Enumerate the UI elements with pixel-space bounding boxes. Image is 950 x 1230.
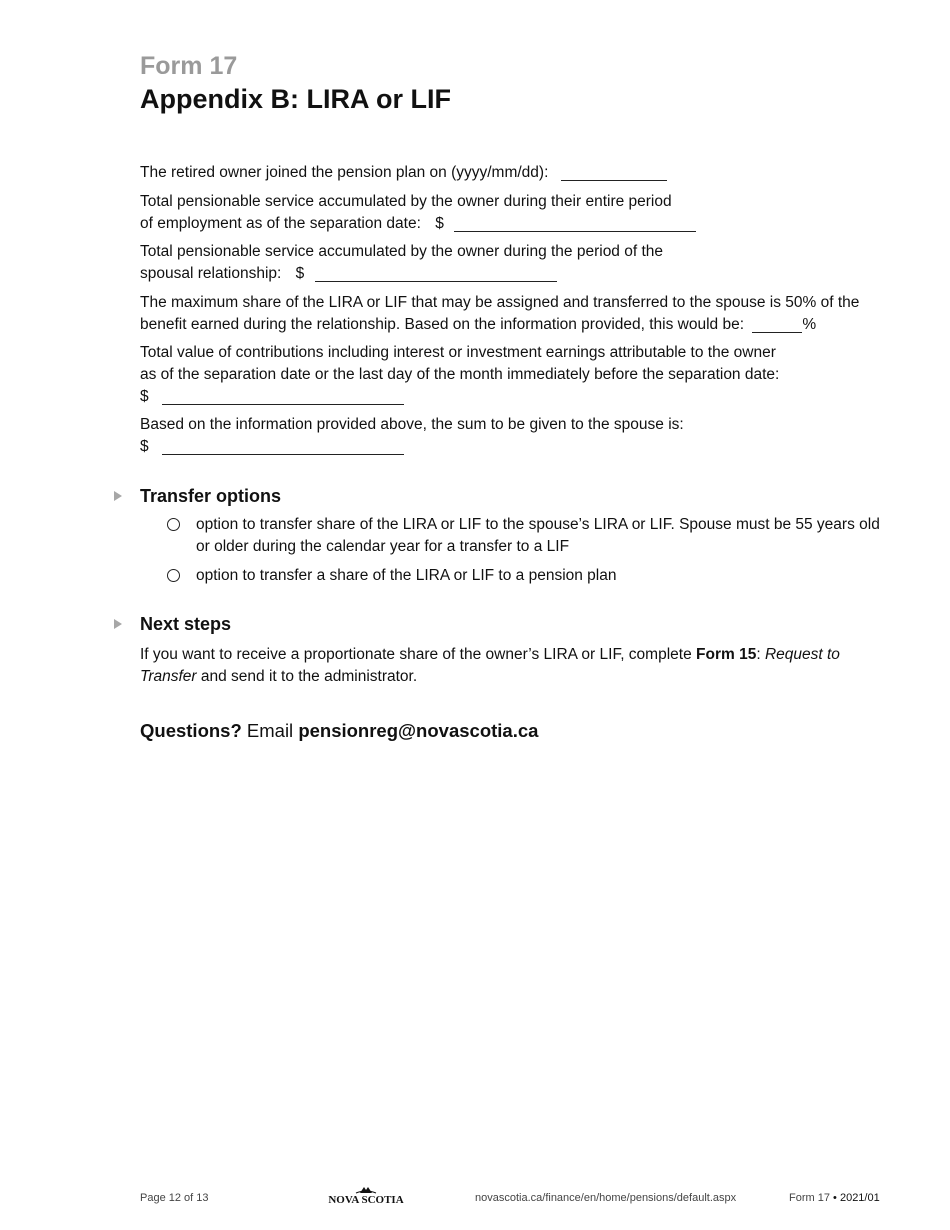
form-15-title: Request to: [764, 646, 840, 663]
page-number: Page 12 of 13: [140, 1192, 209, 1204]
next-steps-text-end: and send it to the administrator.: [196, 668, 418, 685]
service-entire-label-line1: Total pensionable service accumulated by the owner during their entire period: [140, 193, 672, 210]
transfer-option-label-spouse-lira: [196, 514, 896, 558]
option-line: option to transfer share of the LIRA or LIF to the spouse’s LIRA or LIF. Spouse must be 55 years old: [196, 516, 880, 533]
contributions-label-line1: Total value of contributions including interest or investment earnings attributable to the owner: [140, 344, 776, 361]
questions-line: [140, 720, 538, 742]
max-share-percent-input[interactable]: [752, 316, 802, 333]
next-steps-text-line2: [140, 666, 417, 688]
footer-bullet: •: [833, 1192, 837, 1204]
joined-plan-row: [140, 162, 667, 184]
service-entire-label-line2: of employment as of the separation date:: [140, 215, 421, 232]
service-relationship-row: [140, 263, 557, 285]
footer-url[interactable]: novascotia.ca/finance/en/home/pensions/default.aspx: [475, 1192, 737, 1204]
currency-symbol: $: [435, 215, 444, 232]
max-share-row: [140, 314, 816, 336]
transfer-option-radio-pension-plan[interactable]: [167, 569, 180, 582]
footer-form-info: [789, 1192, 880, 1204]
footer-form: Form 17: [789, 1192, 830, 1204]
section-marker-icon: [114, 619, 122, 629]
form-number: Form 17: [140, 52, 238, 80]
next-steps-text-line1: [140, 644, 840, 666]
option-line: or older during the calendar year for a transfer to a LIF: [196, 538, 570, 555]
service-relationship-label-line2: spousal relationship:: [140, 265, 282, 282]
percent-symbol: %: [802, 316, 817, 333]
footer-date: 2021/01: [839, 1192, 880, 1204]
questions-label: Questions?: [140, 720, 242, 741]
logo-wordmark: NOVA SCOTIA: [328, 1194, 404, 1206]
joined-plan-date-input[interactable]: [561, 164, 667, 181]
currency-symbol: $: [140, 388, 149, 405]
email-word: Email: [246, 720, 294, 741]
joined-plan-label: The retired owner joined the pension plan on (yyyy/mm/dd):: [140, 164, 549, 181]
transfer-option-label-pension-plan: option to transfer a share of the LIRA or LIF to a pension plan: [196, 567, 617, 584]
contributions-row: [140, 386, 404, 408]
transfer-options-heading: Transfer options: [140, 486, 282, 506]
section-marker-icon: [114, 491, 122, 501]
contributions-label-line2: as of the separation date or the last day of the month immediately before the separation date:: [140, 366, 780, 383]
next-steps-text: If you want to receive a proportionate share of the owner’s LIRA or LIF, complete: [140, 646, 697, 663]
nova-scotia-logo: [326, 1184, 406, 1206]
colon: :: [756, 646, 765, 663]
contributions-input[interactable]: [162, 388, 404, 405]
sum-to-spouse-label: Based on the information provided above, the sum to be given to the spouse is:: [140, 416, 684, 433]
max-share-label-line1: The maximum share of the LIRA or LIF that may be assigned and transferred to the spouse is 50% of the: [140, 294, 860, 311]
service-relationship-input[interactable]: [315, 265, 557, 282]
currency-symbol: $: [295, 265, 305, 282]
sum-to-spouse-row: [140, 436, 404, 458]
service-entire-row: [140, 213, 696, 235]
max-share-label-line2: benefit earned during the relationship. Based on the information provided, this would be:: [140, 316, 745, 333]
page-title: Appendix B: LIRA or LIF: [140, 84, 451, 114]
service-relationship-label-line1: Total pensionable service accumulated by the owner during the period of the: [140, 243, 664, 260]
contact-email-link[interactable]: pensionreg@novascotia.ca: [298, 720, 539, 741]
form-15-title-cont: Transfer: [140, 668, 197, 685]
service-entire-input[interactable]: [454, 215, 696, 232]
transfer-option-radio-spouse-lira[interactable]: [167, 518, 180, 531]
form-15-reference: Form 15: [696, 646, 757, 663]
currency-symbol: $: [140, 438, 149, 455]
next-steps-heading: Next steps: [140, 614, 232, 634]
sum-to-spouse-input[interactable]: [162, 438, 404, 455]
